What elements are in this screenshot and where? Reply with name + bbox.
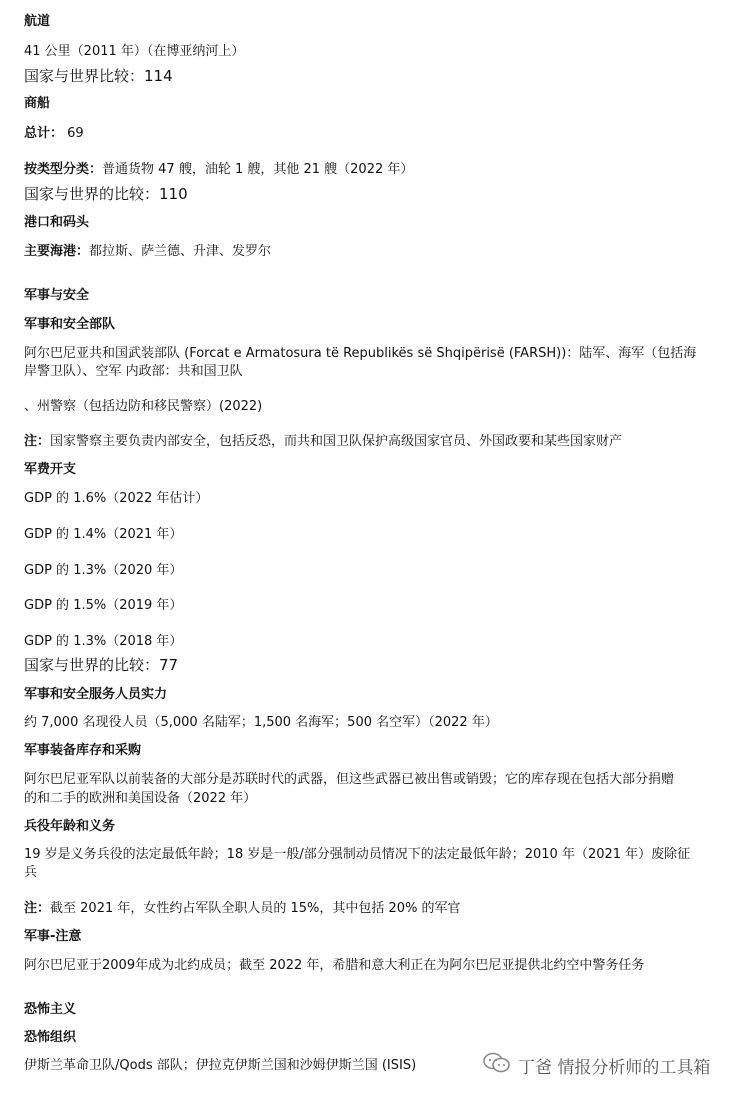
equipment-line-2: 的和二手的欧洲和美国设备（2022 年）	[24, 791, 257, 806]
forces-line-2: 岸警卫队）、空军 内政部：共和国卫队	[24, 364, 243, 379]
service-note-value: 截至 2021 年，女性约占军队全职人员的 15%，其中包括 20% 的军官	[50, 901, 461, 916]
heading-forces: 军事和安全部队	[24, 317, 116, 332]
watermark	[482, 1052, 710, 1078]
merchant-total	[24, 124, 84, 144]
ports-value: 都拉斯、萨兰德、升津、发罗尔	[89, 244, 272, 259]
forces-line-3: 、州警察（包括边防和移民警察）(2022)	[24, 399, 263, 414]
ports-label: 主要海港：	[24, 244, 90, 259]
merchant-total-label: 总计：	[24, 126, 64, 141]
watermark-text: 丁爸 情报分析师的工具箱	[518, 1057, 711, 1078]
merchant-type-value: 普通货物 47 艘，油轮 1 艘，其他 21 艘（2022 年）	[102, 162, 414, 177]
waterways-comparison: 国家与世界比较：114	[24, 67, 173, 85]
merchant-type-label: 按类型分类：	[24, 162, 103, 177]
note-label: 注：	[24, 434, 51, 449]
note-value: 国家警察主要负责内部安全，包括反恐，而共和国卫队保护高级国家官员、外国政要和某些国家财产	[50, 434, 623, 449]
service-note-label: 注：	[24, 901, 51, 916]
heading-waterways: 航道	[24, 14, 51, 29]
forces-note	[24, 432, 622, 452]
heading-merchant-marine: 商船	[24, 96, 51, 111]
heading-equipment: 军事装备库存和采购	[24, 743, 142, 758]
merchant-by-type	[24, 160, 413, 180]
military-note-value: 阿尔巴尼亚于2009年成为北约成员；截至 2022 年，希腊和意大利正在为阿尔巴尼亚提供北约空中警务任务	[24, 958, 645, 973]
ports-line	[24, 242, 271, 262]
wechat-icon	[482, 1052, 512, 1078]
heading-expenditures: 军费开支	[24, 462, 77, 477]
forces-line-1: 阿尔巴尼亚共和国武装部队 (Forcat e Armatosura të Republikës së Shqipërisë (FARSH))：陆军、海军（包括海	[24, 346, 697, 361]
expenditure-item: GDP 的 1.3%（2018 年）	[24, 634, 183, 649]
personnel-value: 约 7,000 名现役人员（5,000 名陆军；1,500 名海军；500 名空军）（2022 年）	[24, 715, 498, 730]
service-line-2: 兵	[24, 865, 38, 880]
service-line-1: 19 岁是义务兵役的法定最低年龄；18 岁是一般/部分强制动员情况下的法定最低年龄；2010 年（2021 年）废除征	[24, 847, 691, 862]
expenditure-comparison: 国家与世界的比较：77	[24, 656, 179, 674]
heading-ports: 港口和码头	[24, 215, 90, 230]
expenditure-item: GDP 的 1.4%（2021 年）	[24, 527, 183, 542]
expenditure-item: GDP 的 1.3%（2020 年）	[24, 563, 183, 578]
heading-terrorism: 恐怖主义	[24, 1002, 77, 1017]
merchant-comparison: 国家与世界的比较：110	[24, 185, 188, 203]
merchant-total-value: 69	[63, 126, 84, 141]
heading-personnel: 军事和安全服务人员实力	[24, 687, 168, 702]
heading-military-note: 军事-注意	[24, 929, 82, 944]
heading-service-age: 兵役年龄和义务	[24, 819, 116, 834]
service-note	[24, 899, 461, 919]
waterways-value: 41 公里（2011 年）（在博亚纳河上）	[24, 44, 245, 59]
terror-groups-value: 伊斯兰革命卫队/Qods 部队；伊拉克伊斯兰国和沙姆伊斯兰国 (ISIS)	[24, 1058, 417, 1073]
heading-terror-groups: 恐怖组织	[24, 1030, 77, 1045]
heading-military-security: 军事与安全	[24, 288, 90, 303]
expenditure-item: GDP 的 1.6%（2022 年估计）	[24, 491, 209, 506]
expenditure-item: GDP 的 1.5%（2019 年）	[24, 598, 183, 613]
equipment-line-1: 阿尔巴尼亚军队以前装备的大部分是苏联时代的武器，但这些武器已被出售或销毁；它的库存现在包括大部分捐赠	[24, 772, 675, 787]
